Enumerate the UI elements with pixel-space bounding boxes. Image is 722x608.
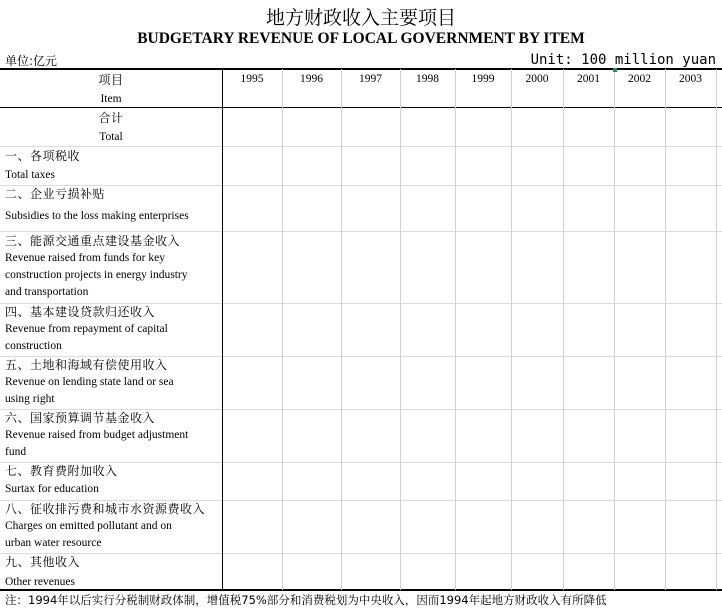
- row-other-cn: 九、其他收入: [5, 555, 81, 569]
- year-header-1998: 1998: [416, 73, 439, 85]
- year-header-1999: 1999: [471, 73, 495, 85]
- row-adjustment-en-2: fund: [5, 446, 27, 458]
- row-repayment-en-2: construction: [5, 340, 62, 352]
- column-divider: [511, 69, 512, 590]
- row-total-en: Total: [99, 131, 123, 143]
- column-divider: [341, 69, 342, 590]
- row-subsidies-cn: 二、企业亏损补贴: [5, 187, 106, 201]
- row-pollution-cn: 八、征收排污费和城市水资源费收入: [5, 502, 206, 516]
- row-adjustment-en-1: Revenue raised from budget adjustment: [5, 429, 189, 441]
- row-pollution-en-1: Charges on emitted pollutant and on: [5, 520, 172, 532]
- unit-chinese: 单位:亿元: [5, 54, 58, 68]
- row-energy-fund-cn: 三、能源交通重点建设基金收入: [5, 234, 181, 248]
- row-energy-fund-en-1: Revenue raised from funds for key: [5, 252, 165, 264]
- header-item-cn: 项目: [98, 73, 124, 87]
- unit-english: Unit: 100 million yuan: [530, 52, 716, 68]
- year-header-2002: 2002: [628, 73, 651, 85]
- row-land-en-2: using right: [5, 393, 55, 405]
- year-header-1996: 1996: [300, 73, 323, 85]
- column-divider: [716, 69, 717, 590]
- row-education-cn: 七、教育费附加收入: [5, 464, 118, 478]
- title-chinese: 地方财政收入主要项目: [265, 7, 456, 29]
- year-header-2003: 2003: [679, 73, 702, 85]
- row-taxes-en: Total taxes: [5, 169, 55, 181]
- column-divider: [282, 69, 283, 590]
- column-divider: [222, 69, 223, 590]
- year-header-2000: 2000: [525, 73, 549, 85]
- row-taxes-cn: 一、各项税收: [5, 149, 81, 163]
- column-divider: [665, 69, 666, 590]
- row-subsidies-en: Subsidies to the loss making enterprises: [5, 210, 189, 222]
- column-divider: [563, 69, 564, 590]
- column-divider: [455, 69, 456, 590]
- column-divider: [400, 69, 401, 590]
- header-item-en: Item: [100, 93, 122, 105]
- row-other-en: Other revenues: [5, 576, 75, 588]
- column-divider: [614, 69, 615, 590]
- row-land-cn: 五、土地和海域有偿使用收入: [5, 358, 168, 372]
- row-adjustment-cn: 六、国家预算调节基金收入: [5, 411, 156, 425]
- year-header-1995: 1995: [240, 73, 264, 85]
- row-total-cn: 合计: [98, 111, 124, 125]
- row-energy-fund-en-2: construction projects in energy industry: [5, 269, 188, 281]
- title-english: BUDGETARY REVENUE OF LOCAL GOVERNMENT BY ITEM: [137, 30, 585, 47]
- row-education-en: Surtax for education: [5, 483, 99, 495]
- footnote: 注：1994年以后实行分税制财政体制，增值税75%部分和消费税划为中央收入，因而1994年起地方财政收入有所降低: [5, 593, 607, 607]
- row-energy-fund-en-3: and transportation: [5, 286, 89, 298]
- row-land-en-1: Revenue on lending state land or sea: [5, 376, 174, 388]
- row-repayment-en-1: Revenue from repayment of capital: [5, 323, 168, 335]
- cell-fill-handle[interactable]: [613, 68, 617, 72]
- year-header-2001: 2001: [577, 73, 600, 85]
- row-pollution-en-2: urban water resource: [5, 537, 102, 549]
- year-header-1997: 1997: [359, 73, 382, 85]
- row-repayment-cn: 四、基本建设贷款归还收入: [5, 305, 156, 319]
